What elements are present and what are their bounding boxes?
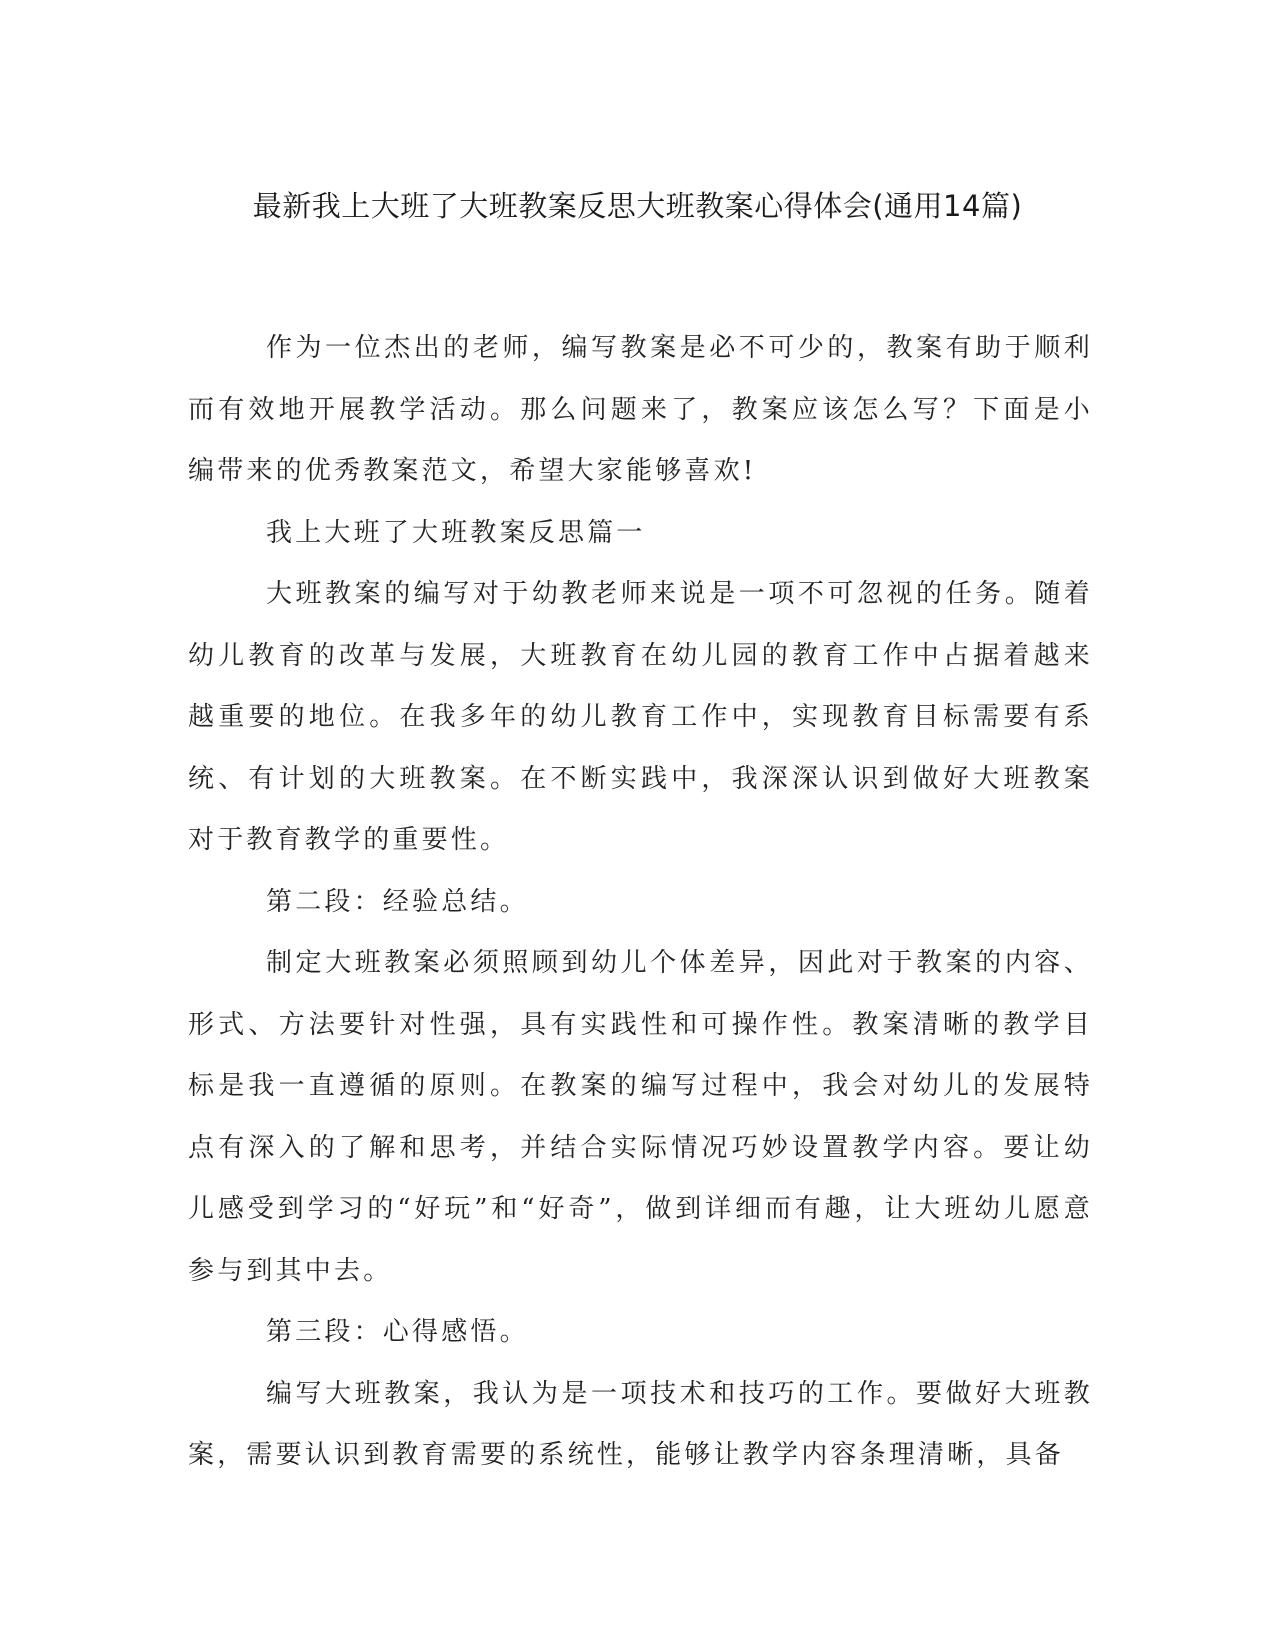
document-body [188, 318, 1093, 1487]
body-paragraph: 制定大班教案必须照顾到幼儿个体差异，因此对于教案的内容、形式、方法要针对性强，具有实践性和可操作性。教案清晰的教学目标是我一直遵循的原则。在教案的编写过程中，我会对幼儿的发展特点有深入的了解和思考，并结合实际情况巧妙设置教学内容。要让幼儿感受到学习的“好玩”和“好奇”，做到详细而有趣，让大班幼儿愿意参与到其中去。 [188, 948, 1093, 1286]
section-heading-part-one: 我上大班了大班教案反思篇一 [266, 517, 646, 548]
section-heading-part-two: 第二段：经验总结。 [266, 886, 529, 917]
intro-paragraph: 作为一位杰出的老师，编写教案是必不可少的，教案有助于顺利而有效地开展教学活动。那么问题来了，教案应该怎么写？下面是小编带来的优秀教案范文，希望大家能够喜欢! [188, 333, 1093, 486]
body-paragraph: 大班教案的编写对于幼教老师来说是一项不可忽视的任务。随着幼儿教育的改革与发展，大班教育在幼儿园的教育工作中占据着越来越重要的地位。在我多年的幼儿教育工作中，实现教育目标需要有系统、有计划的大班教案。在不断实践中，我深深认识到做好大班教案对于教育教学的重要性。 [188, 579, 1093, 855]
body-paragraph: 编写大班教案，我认为是一项技术和技巧的工作。要做好大班教案，需要认识到教育需要的系统性，能够让教学内容条理清晰，具备 [188, 1378, 1093, 1470]
document-title: 最新我上大班了大班教案反思大班教案心得体会(通用14篇) [252, 189, 1023, 223]
section-heading-part-three: 第三段：心得感悟。 [266, 1317, 529, 1347]
